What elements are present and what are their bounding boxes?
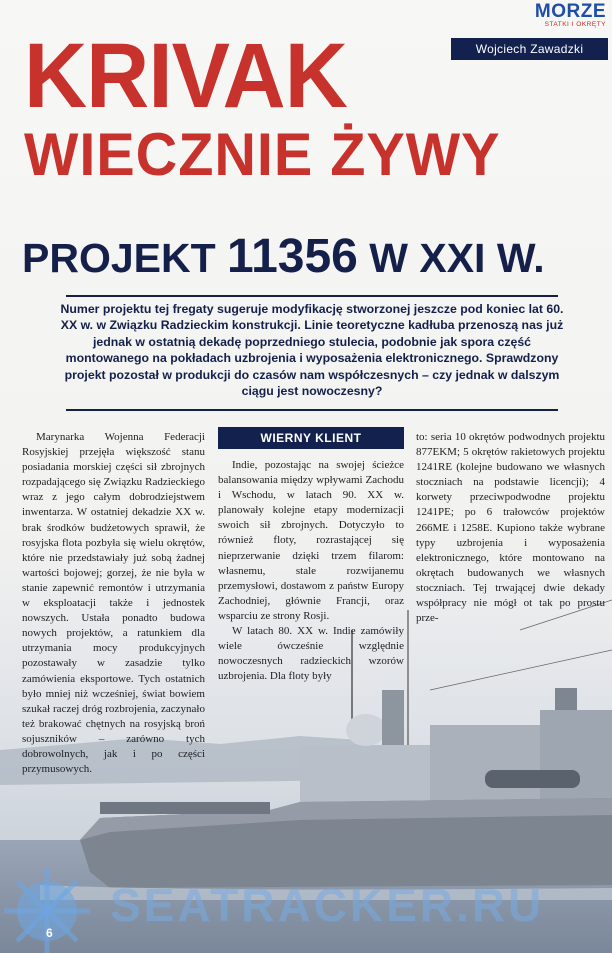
subheadline-part-a: PROJEKT	[22, 235, 228, 281]
body-column-3	[416, 430, 605, 626]
lead-paragraph: Numer projektu tej fregaty sugeruje modyfikację stworzonej jeszcze pod koniec lat 60. XX w. w Związku Radzieckim konstrukcji. Linie teoretyczne kadłuba przenoszą nas już jednak w ostatnią dekadę poprzedniego stulecia, podobnie jak spora część montowanego na pokładach uzbrojenia i wyposażenia elektronicznego. Sprawdzony projekt pozostał w produkcji do czasów nam współczesnych – czy jednak w dalszym ciągu jest nowoczesny?	[60, 302, 564, 399]
body-paragraph: Indie, pozostając na swojej ścieżce balansowania między wpływami Zachodu i Wschodu, w latach 90. XX w. planowały kolejne etapy modernizacji swoich sił zbrojnych. Dotyczyło to również floty, rozrastającej się nieprzerwanie dzięki trzem filarom: własnemu, stale rozwijanemu przemysłowi, dostawom z państw Europy Zachodniej, głównie Francji, oraz wsparciu ze strony Rosji.	[218, 459, 404, 622]
subheadline-number: 11356	[227, 230, 358, 283]
logo-sub: STATKI I OKRĘTY	[544, 21, 606, 28]
page-number: 6	[46, 926, 53, 940]
subheadline-part-b: W XXI W.	[357, 235, 545, 281]
body-paragraph: W latach 80. XX w. Indie zamówiły wiele ówcześnie względnie nowoczesnych radzieckich wzorów uzbrojenia. Dla floty były	[218, 625, 404, 683]
body-column-2	[218, 458, 404, 684]
author-byline: Wojciech Zawadzki	[451, 38, 608, 60]
body-paragraph: Marynarka Wojenna Federacji Rosyjskiej przejęła większość stanu posiadania morskiej części sił zbrojnych rozpadającego się Związku Radzieckiego wraz z jego całym dobrodziejstwem inwentarza. W ostatniej dekadzie XX w. brak środków budżetowych sprawił, że rosyjska flota pozbyła się wielu okrętów, które nie przedstawiały już sobą żadnej wartości bojowej; gorzej, że nie była w stanie zapewnić remontów i utrzymania w eksploatacji także i jednostek nowszych. Ustała ponadto budowa nowych projektów, a ratunkiem dla utrzymania mocy produkcyjnych pozostawały w zasadzie tylko zamówienia eksportowe. Tych ostatnich było mniej niż wcześniej, świat bowiem szukał raczej dróg rozbrojenia, zaczynało też brakować chętnych na rosyjską broń sojuszników – zarówno tych dobrowolnych, jak i po części przymusowych.	[22, 431, 205, 776]
magazine-logo	[535, 2, 606, 29]
body-column-1	[22, 430, 205, 777]
headline-line2: WIECZNIE ŻYWY	[24, 121, 501, 188]
watermark-text: SEATRACKER.RU	[110, 879, 545, 931]
logo-main: MORZE	[534, 1, 606, 22]
lead-rule-bottom	[66, 409, 558, 411]
lead-rule-top	[66, 295, 558, 297]
body-paragraph: to: seria 10 okrętów podwodnych projektu 877EKM; 5 okrętów rakietowych projektu 1241RE (kolejne budowano we własnych stoczniach na podstawie licencji); 4 korwety przeciwpodwodne projektu 1241PE; po 6 trałowców projektów 266ME i 1258E. Kupiono także wybrane typy uzbrojenia i wyposażenia elektronicznego, które montowano na okrętach budowanych we własnych stoczniach. Tej trwającej dwie dekady współpracy nie mógł ot tak po prostu prze-	[416, 431, 605, 625]
subheadline	[22, 228, 545, 287]
headline-line1: KRIVAK	[24, 25, 347, 127]
section-heading: WIERNY KLIENT	[218, 427, 404, 449]
